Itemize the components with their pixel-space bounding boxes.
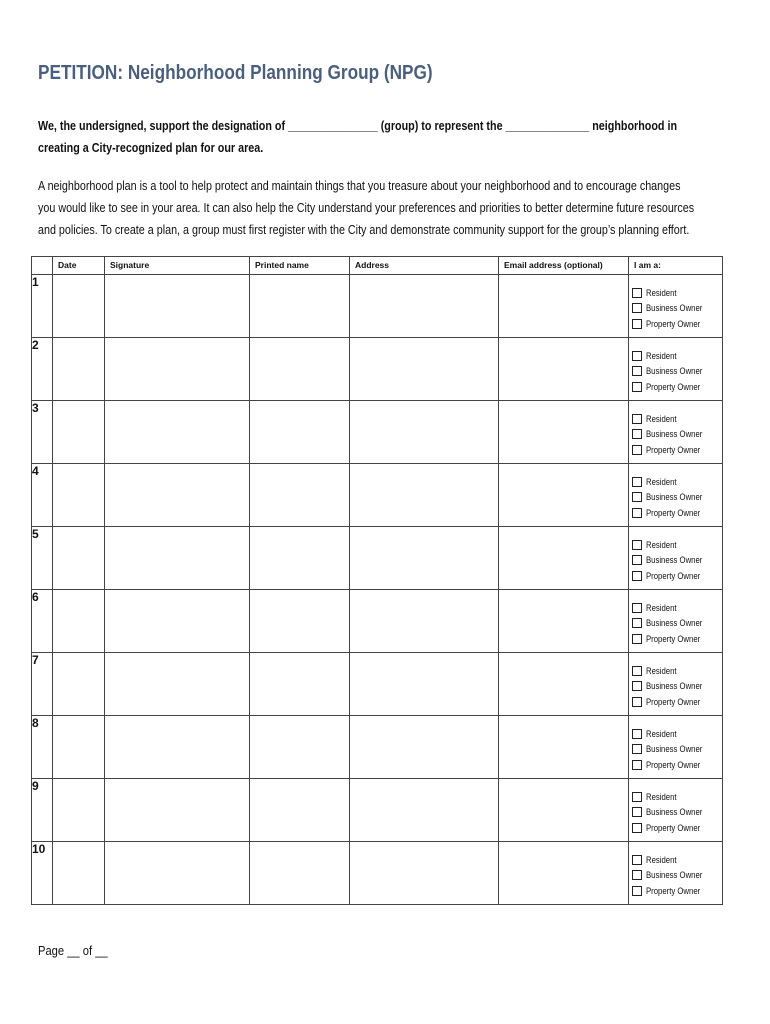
business-owner-checkbox[interactable]: [632, 492, 642, 502]
table-row: [32, 401, 723, 464]
email-cell[interactable]: [499, 275, 629, 338]
role-option-property-owner: [632, 442, 722, 458]
email-cell[interactable]: [499, 590, 629, 653]
business-owner-label: Business Owner: [646, 429, 703, 440]
business-owner-checkbox[interactable]: [632, 429, 642, 439]
signature-table: [31, 256, 723, 905]
property-owner-checkbox[interactable]: [632, 634, 642, 644]
role-cell: [629, 779, 723, 842]
role-cell: [629, 842, 723, 905]
resident-label: Resident: [646, 854, 677, 865]
property-owner-checkbox[interactable]: [632, 886, 642, 896]
email-cell[interactable]: [499, 464, 629, 527]
signature-cell[interactable]: [105, 401, 250, 464]
property-owner-checkbox[interactable]: [632, 319, 642, 329]
table-row: [32, 590, 723, 653]
property-owner-checkbox[interactable]: [632, 823, 642, 833]
role-option-property-owner: [632, 568, 722, 584]
signature-cell[interactable]: [105, 527, 250, 590]
property-owner-label: Property Owner: [646, 696, 701, 707]
printed-name-cell[interactable]: [250, 338, 350, 401]
signature-cell[interactable]: [105, 779, 250, 842]
property-owner-label: Property Owner: [646, 381, 701, 392]
role-cell: [629, 527, 723, 590]
business-owner-label: Business Owner: [646, 618, 703, 629]
role-option-business-owner: [632, 805, 722, 821]
business-owner-checkbox[interactable]: [632, 303, 642, 313]
page-counter: Page __ of __: [38, 943, 108, 958]
role-cell: [629, 275, 723, 338]
email-header: Email address (optional): [499, 257, 629, 275]
printed-name-cell[interactable]: [250, 842, 350, 905]
address-cell[interactable]: [350, 779, 499, 842]
date-cell[interactable]: [53, 464, 105, 527]
resident-checkbox[interactable]: [632, 603, 642, 613]
role-option-resident: [632, 285, 722, 301]
date-cell[interactable]: [53, 590, 105, 653]
role-option-resident: [632, 852, 722, 868]
table-row: [32, 779, 723, 842]
resident-label: Resident: [646, 728, 677, 739]
role-option-resident: [632, 726, 722, 742]
email-cell[interactable]: [499, 716, 629, 779]
resident-label: Resident: [646, 476, 677, 487]
signature-cell[interactable]: [105, 464, 250, 527]
role-option-business-owner: [632, 742, 722, 758]
row-number: 6: [32, 590, 53, 653]
role-option-resident: [632, 348, 722, 364]
row-number: 8: [32, 716, 53, 779]
property-owner-checkbox[interactable]: [632, 382, 642, 392]
signature-cell[interactable]: [105, 590, 250, 653]
role-option-property-owner: [632, 316, 722, 332]
role-option-business-owner: [632, 616, 722, 632]
business-owner-label: Business Owner: [646, 303, 703, 314]
property-owner-checkbox[interactable]: [632, 697, 642, 707]
business-owner-label: Business Owner: [646, 744, 703, 755]
row-number: 4: [32, 464, 53, 527]
date-cell[interactable]: [53, 527, 105, 590]
row-number: 1: [32, 275, 53, 338]
signature-cell[interactable]: [105, 653, 250, 716]
printed-name-cell[interactable]: [250, 527, 350, 590]
table-header-row: [32, 257, 723, 275]
email-cell[interactable]: [499, 527, 629, 590]
resident-label: Resident: [646, 539, 677, 550]
address-header: Address: [350, 257, 499, 275]
printed-name-cell[interactable]: [250, 401, 350, 464]
business-owner-label: Business Owner: [646, 492, 703, 503]
date-cell[interactable]: [53, 401, 105, 464]
printed-name-cell[interactable]: [250, 716, 350, 779]
role-cell: [629, 590, 723, 653]
row-number: 3: [32, 401, 53, 464]
signature-header: Signature: [105, 257, 250, 275]
address-cell[interactable]: [350, 401, 499, 464]
role-option-resident: [632, 474, 722, 490]
table-row: [32, 716, 723, 779]
row-number: 2: [32, 338, 53, 401]
date-cell[interactable]: [53, 779, 105, 842]
role-option-resident: [632, 600, 722, 616]
role-option-business-owner: [632, 868, 722, 884]
resident-checkbox[interactable]: [632, 414, 642, 424]
row-number: 7: [32, 653, 53, 716]
role-option-property-owner: [632, 631, 722, 647]
business-owner-checkbox[interactable]: [632, 681, 642, 691]
property-owner-label: Property Owner: [646, 633, 701, 644]
business-owner-checkbox[interactable]: [632, 618, 642, 628]
table-row: [32, 653, 723, 716]
date-cell[interactable]: [53, 842, 105, 905]
property-owner-label: Property Owner: [646, 318, 701, 329]
property-owner-label: Property Owner: [646, 507, 701, 518]
property-owner-label: Property Owner: [646, 822, 701, 833]
email-cell[interactable]: [499, 338, 629, 401]
row-number: 5: [32, 527, 53, 590]
role-option-business-owner: [632, 490, 722, 506]
business-owner-checkbox[interactable]: [632, 870, 642, 880]
date-header: Date: [53, 257, 105, 275]
resident-label: Resident: [646, 791, 677, 802]
role-cell: [629, 338, 723, 401]
property-owner-checkbox[interactable]: [632, 571, 642, 581]
resident-label: Resident: [646, 665, 677, 676]
role-header: I am a:: [629, 257, 723, 275]
business-owner-label: Business Owner: [646, 807, 703, 818]
property-owner-checkbox[interactable]: [632, 508, 642, 518]
role-cell: [629, 653, 723, 716]
printed-name-cell[interactable]: [250, 653, 350, 716]
address-cell[interactable]: [350, 338, 499, 401]
email-cell[interactable]: [499, 401, 629, 464]
role-option-business-owner: [632, 427, 722, 443]
signature-cell[interactable]: [105, 338, 250, 401]
address-cell[interactable]: [350, 527, 499, 590]
resident-checkbox[interactable]: [632, 855, 642, 865]
address-cell[interactable]: [350, 716, 499, 779]
role-option-property-owner: [632, 694, 722, 710]
business-owner-label: Business Owner: [646, 366, 703, 377]
resident-label: Resident: [646, 287, 677, 298]
address-cell[interactable]: [350, 842, 499, 905]
printed-name-cell[interactable]: [250, 779, 350, 842]
signature-cell[interactable]: [105, 275, 250, 338]
table-body: [32, 275, 723, 905]
business-owner-checkbox[interactable]: [632, 555, 642, 565]
property-owner-label: Property Owner: [646, 444, 701, 455]
role-option-resident: [632, 537, 722, 553]
role-cell: [629, 464, 723, 527]
date-cell[interactable]: [53, 338, 105, 401]
business-owner-label: Business Owner: [646, 555, 703, 566]
property-owner-label: Property Owner: [646, 885, 701, 896]
printed-name-cell[interactable]: [250, 590, 350, 653]
address-cell[interactable]: [350, 590, 499, 653]
role-option-property-owner: [632, 757, 722, 773]
business-owner-label: Business Owner: [646, 681, 703, 692]
role-option-business-owner: [632, 553, 722, 569]
property-owner-checkbox[interactable]: [632, 760, 642, 770]
role-option-business-owner: [632, 679, 722, 695]
role-option-property-owner: [632, 505, 722, 521]
address-cell[interactable]: [350, 653, 499, 716]
page-title: PETITION: Neighborhood Planning Group (NPG): [38, 62, 433, 84]
business-owner-label: Business Owner: [646, 870, 703, 881]
business-owner-checkbox[interactable]: [632, 744, 642, 754]
role-option-business-owner: [632, 301, 722, 317]
resident-checkbox[interactable]: [632, 540, 642, 550]
resident-checkbox[interactable]: [632, 792, 642, 802]
email-cell[interactable]: [499, 653, 629, 716]
printed-name-cell[interactable]: [250, 464, 350, 527]
resident-label: Resident: [646, 413, 677, 424]
role-option-property-owner: [632, 820, 722, 836]
role-option-resident: [632, 663, 722, 679]
intro-statement: We, the undersigned, support the designation of _______________ (group) to represent the ______________ neighborhood in creating a City-recognized plan for our area.: [38, 119, 678, 155]
resident-label: Resident: [646, 602, 677, 613]
resident-checkbox[interactable]: [632, 729, 642, 739]
email-cell[interactable]: [499, 842, 629, 905]
table-row: [32, 275, 723, 338]
table-row: [32, 464, 723, 527]
row-number: 10: [32, 842, 53, 905]
role-option-property-owner: [632, 379, 722, 395]
address-cell[interactable]: [350, 464, 499, 527]
signature-cell[interactable]: [105, 716, 250, 779]
printed-name-header: Printed name: [250, 257, 350, 275]
resident-checkbox[interactable]: [632, 666, 642, 676]
resident-checkbox[interactable]: [632, 351, 642, 361]
date-cell[interactable]: [53, 653, 105, 716]
date-cell[interactable]: [53, 275, 105, 338]
resident-label: Resident: [646, 350, 677, 361]
role-cell: [629, 716, 723, 779]
table-row: [32, 338, 723, 401]
date-cell[interactable]: [53, 716, 105, 779]
role-option-business-owner: [632, 364, 722, 380]
business-owner-checkbox[interactable]: [632, 807, 642, 817]
role-option-resident: [632, 411, 722, 427]
role-option-property-owner: [632, 883, 722, 899]
table-row: [32, 842, 723, 905]
property-owner-label: Property Owner: [646, 570, 701, 581]
printed-name-cell[interactable]: [250, 275, 350, 338]
table-row: [32, 527, 723, 590]
address-cell[interactable]: [350, 275, 499, 338]
property-owner-label: Property Owner: [646, 759, 701, 770]
description-paragraph: A neighborhood plan is a tool to help protect and maintain things that you treasure about your neighborhood and to encourage changes you would like to see in your area. It can also help the City understand your preferences and priorities to better determine future resources and policies. To create a plan, a group must first register with the City and demonstrate community support for the group’s planning effort.: [38, 179, 695, 237]
email-cell[interactable]: [499, 779, 629, 842]
role-option-resident: [632, 789, 722, 805]
row-number-header: [32, 257, 53, 275]
row-number: 9: [32, 779, 53, 842]
property-owner-checkbox[interactable]: [632, 445, 642, 455]
resident-checkbox[interactable]: [632, 288, 642, 298]
resident-checkbox[interactable]: [632, 477, 642, 487]
signature-cell[interactable]: [105, 842, 250, 905]
business-owner-checkbox[interactable]: [632, 366, 642, 376]
role-cell: [629, 401, 723, 464]
